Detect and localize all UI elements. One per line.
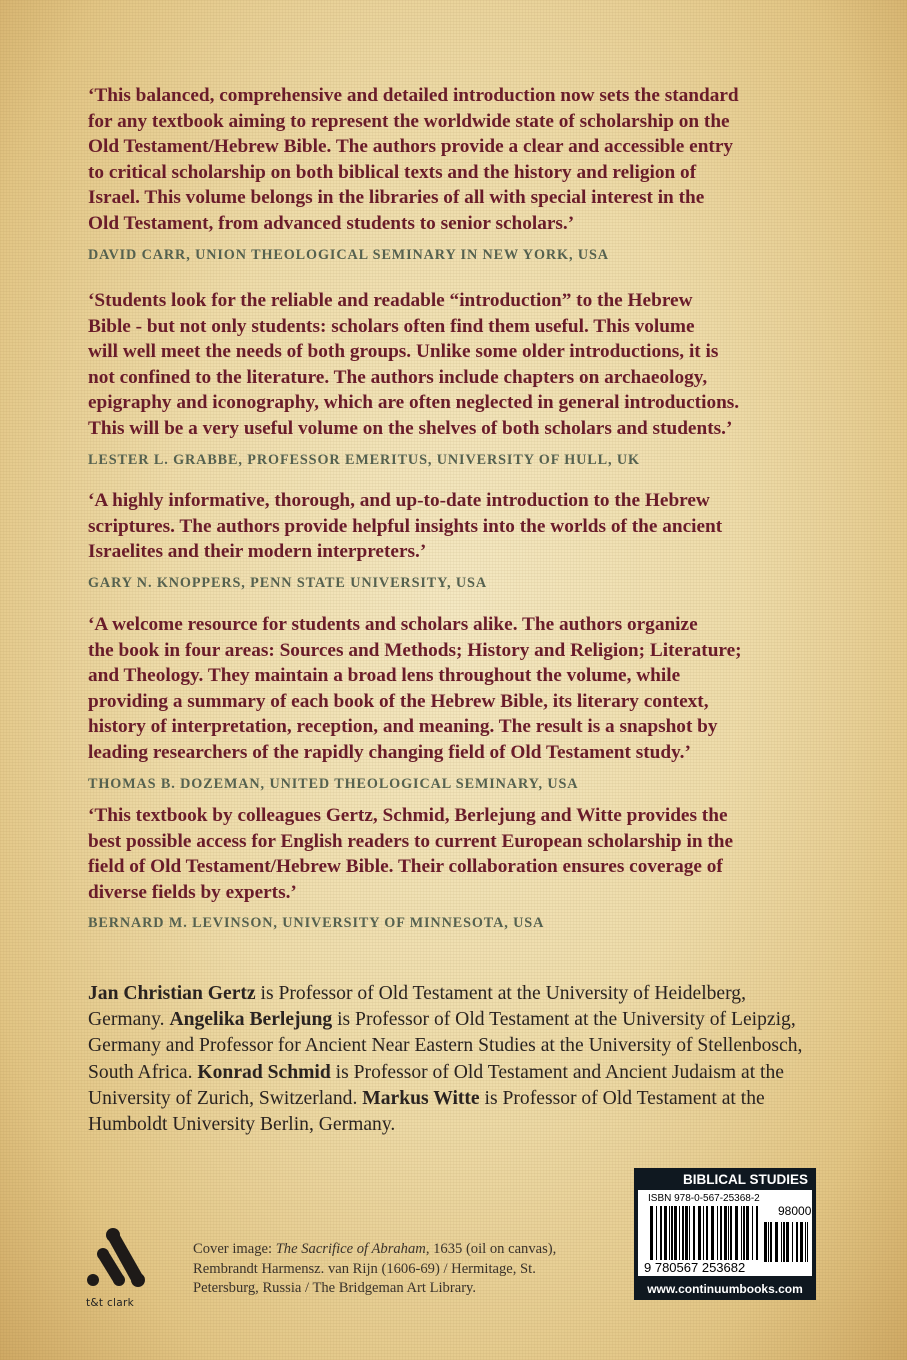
barcode-bar (735, 1206, 738, 1260)
barcode-bar (770, 1222, 772, 1262)
barcode-bar (724, 1206, 727, 1260)
barcode-bar (783, 1222, 785, 1262)
price-barcode-icon (764, 1222, 808, 1262)
credit-line2: Rembrandt Harmensz. van Rijn (1606-69) / Hermitage, St. (193, 1260, 536, 1277)
quote-line: ‘A highly informative, thorough, and up-to-date introduction to the Hebrew (88, 490, 710, 511)
barcode-bar (717, 1206, 718, 1260)
barcode-bar (807, 1222, 808, 1262)
quote-line: ‘This balanced, comprehensive and detailed introduction now sets the standard (88, 85, 739, 106)
ean-number: 9 780567 253682 (644, 1260, 746, 1275)
barcode-bar (682, 1206, 684, 1260)
price-code: 98000 (778, 1204, 812, 1218)
barcode-bar (693, 1206, 695, 1260)
barcode-bar (800, 1222, 803, 1262)
endorsement (88, 612, 828, 793)
quote-line: ‘A welcome resource for students and scholars alike. The authors organize (88, 614, 698, 635)
barcode-bar (706, 1206, 708, 1260)
barcode-bar (660, 1206, 662, 1260)
barcode-bar (805, 1222, 806, 1262)
quote-line: best possible access for English readers to current European scholarship in the (88, 830, 734, 852)
barcode-bar (752, 1206, 753, 1260)
author-name: Konrad Schmid (197, 1061, 331, 1083)
barcode-bar (664, 1206, 667, 1260)
quote-line: for any textbook aiming to represent the worldwide state of scholarship on the (88, 110, 730, 132)
barcode-bar (764, 1222, 767, 1262)
quote-line: This will be a very useful volume on the shelves of both scholars and students.’ (88, 417, 733, 439)
quote-line: scriptures. The authors provide helpful insights into the worlds of the ancient (88, 515, 723, 537)
barcode-bar (756, 1206, 758, 1260)
endorsement-attribution: BERNARD M. LEVINSON, UNIVERSITY OF MINNESOTA, USA (88, 915, 545, 932)
endorsement-attribution: DAVID CARR, UNION THEOLOGICAL SEMINARY IN NEW YORK, USA (88, 246, 609, 263)
endorsement-attribution: LESTER L. GRABBE, PROFESSOR EMERITUS, UNIVERSITY OF HULL, UK (88, 451, 640, 468)
endorsement-attribution: GARY N. KNOPPERS, PENN STATE UNIVERSITY, USA (88, 574, 487, 591)
quote-line: to critical scholarship on both biblical texts and the history and religion of (88, 161, 697, 183)
barcode-bar (741, 1206, 742, 1260)
barcode-bar (674, 1206, 677, 1260)
barcode-bar (720, 1206, 722, 1260)
quote-line: the book in four areas: Sources and Methods; History and Religion; Literature; (88, 639, 742, 661)
author-description: is Professor of Old Testament at the University of Leipzig, Germany and Professor for Ancient Near Eastern Studies at the University of Stellenbosch, South Africa. (88, 1009, 803, 1083)
barcode-bar (703, 1206, 704, 1260)
barcode-bar (685, 1206, 688, 1260)
author-description: is Professor of Old Testament at the University of Heidelberg, Germany. (88, 983, 746, 1031)
credit-line3: Petersburg, Russia / The Bridgeman Art Library. (193, 1280, 477, 1296)
author-name: Angelika Berlejung (169, 1009, 333, 1031)
barcode-bar (792, 1222, 793, 1262)
credit-prefix: Cover image: (193, 1241, 276, 1257)
quote-line: and Theology. They maintain a broad lens throughout the volume, while (88, 665, 681, 687)
barcode-panel (638, 1190, 812, 1276)
quote-line: ‘This textbook by colleagues Gertz, Schmid, Berlejung and Witte provides the (88, 805, 728, 826)
endorsement (88, 288, 828, 469)
barcode-bar (650, 1206, 653, 1260)
barcode-bar (768, 1222, 769, 1262)
barcode-bar (689, 1206, 690, 1260)
quote-line: will well meet the needs of both groups. Unlike some older introductions, it is (88, 341, 719, 363)
publisher-name: t&t clark (86, 1297, 134, 1309)
barcode-bar (669, 1206, 670, 1260)
isbn-number: ISBN 978-0-567-25368-2 (648, 1193, 760, 1204)
publisher-url: www.continuumbooks.com (647, 1282, 803, 1296)
quote-line: diverse fields by experts.’ (88, 881, 297, 903)
quote-line: leading researchers of the rapidly changing field of Old Testament study.’ (88, 741, 691, 763)
barcode-bar (781, 1222, 782, 1262)
barcode-bar (671, 1206, 673, 1260)
artwork-title: The Sacrifice of Abraham (275, 1241, 426, 1257)
barcode-bar (796, 1222, 798, 1262)
quote-line: history of interpretation, reception, and meaning. The result is a snapshot by (88, 716, 718, 738)
endorsement (88, 488, 828, 592)
quote-line: not confined to the literature. The authors include chapters on archaeology, (88, 366, 708, 388)
quote-line: ‘Students look for the reliable and readable “introduction” to the Hebrew (88, 290, 693, 311)
quote-line: Old Testament/Hebrew Bible. The authors provide a clear and accessible entry (88, 136, 734, 158)
quote-line: epigraphy and iconography, which are often neglected in general introductions. (88, 392, 740, 414)
barcode-bar (698, 1206, 701, 1260)
endorsement (88, 803, 828, 932)
quote-line: providing a summary of each book of the Hebrew Bible, its literary context, (88, 690, 709, 712)
quote-line: Bible - but not only students: scholars often find them useful. This volume (88, 315, 695, 337)
author-description: is Professor of Old Testament and Ancient Judaism at the University of Zurich, Switzerland. (88, 1061, 784, 1109)
barcode-bar (786, 1222, 789, 1262)
barcode-bar (656, 1206, 657, 1260)
cover-image-credit (193, 1240, 556, 1299)
isbn-barcode-box (634, 1168, 816, 1300)
quote-line: Israel. This volume belongs in the libraries of all with special interest in the (88, 187, 705, 209)
barcode-bar (743, 1206, 745, 1260)
barcode-bar (728, 1206, 729, 1260)
author-name: Jan Christian Gertz (88, 983, 256, 1004)
publisher-logo (86, 1228, 148, 1309)
author-name: Markus Witte (362, 1087, 480, 1109)
barcode-bar (679, 1206, 680, 1260)
barcode-bar (730, 1206, 732, 1260)
endorsement (88, 83, 828, 264)
barcode-bar (711, 1206, 714, 1260)
credit-line1: , 1635 (oil on canvas), (425, 1241, 557, 1257)
ean-barcode-icon (650, 1206, 758, 1260)
barcode-bar (775, 1222, 778, 1262)
tt-clark-logo-icon (86, 1228, 146, 1290)
barcode-bar (746, 1206, 749, 1260)
author-bios (88, 981, 823, 1138)
endorsement-attribution: THOMAS B. DOZEMAN, UNITED THEOLOGICAL SEMINARY, USA (88, 775, 579, 792)
quote-line: Old Testament, from advanced students to senior scholars.’ (88, 212, 575, 234)
author-description: is Professor of Old Testament at the Humboldt University Berlin, Germany. (88, 1087, 765, 1136)
quote-line: field of Old Testament/Hebrew Bible. Their collaboration ensures coverage of (88, 856, 723, 878)
quote-line: Israelites and their modern interpreters.’ (88, 541, 427, 563)
category-label: BIBLICAL STUDIES (682, 1172, 808, 1187)
